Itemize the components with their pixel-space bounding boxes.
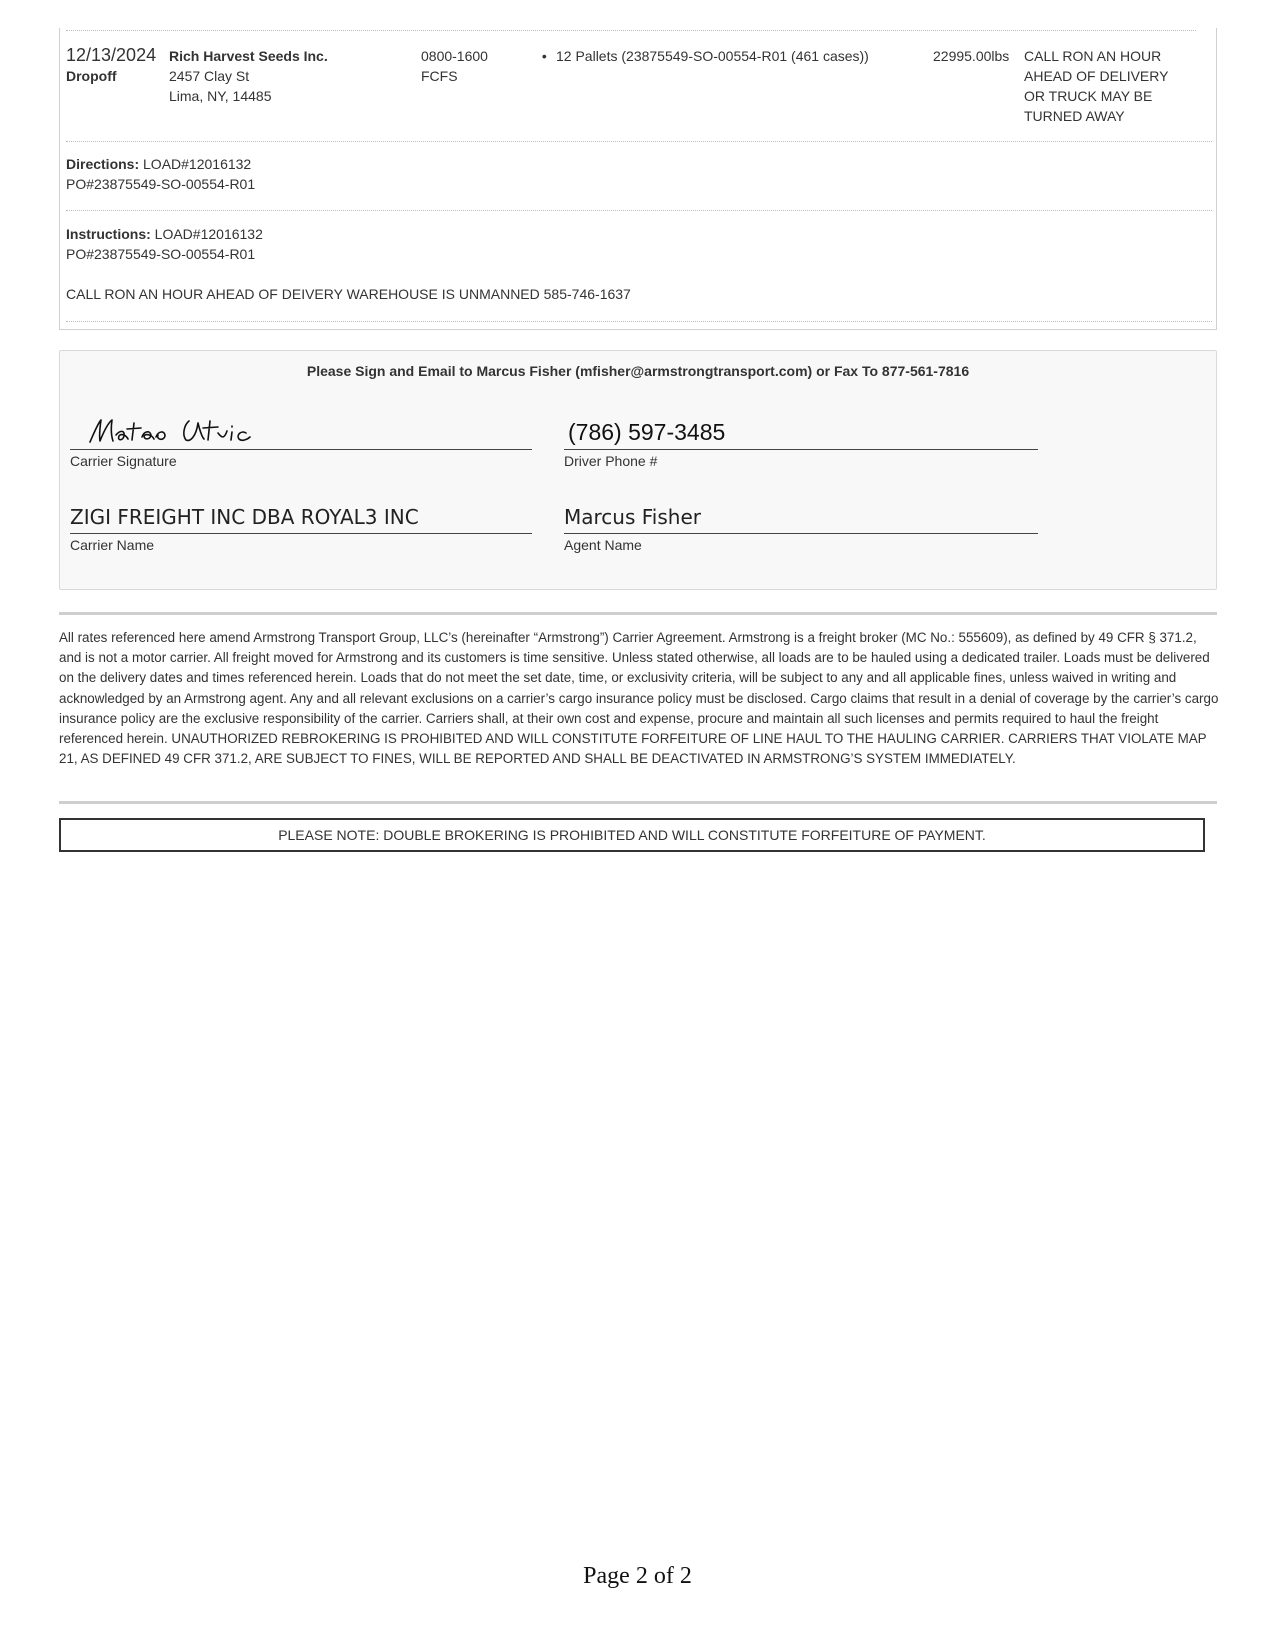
legal-terms: All rates referenced here amend Armstrong Transport Group, LLC’s (hereinafter “Armstrong”) Carrier Agreement. Armstrong is a freight broker (MC No.: 555609), as defined by 49 CFR § 371.2, and is not a motor carrier. All freight moved for Armstrong and its customers is time sensitive. Unless stated otherwise, all loads are to be hauled using a dedicated trailer. Loads must be delivered on the delivery dates and times referenced herein. Loads that do not meet the set date, time, or exclusivity criteria, will be subject to any and all applicable fines, unless waived in writing and acknowledged by an Armstrong agent. Any and all relevant exclusions on a carrier’s cargo insurance policy must be disclosed. Cargo claims that result in a denial of coverage by the carrier’s cargo insurance policy are the exclusive responsibility of the carrier. Carriers shall, at their own cost and expense, procure and maintain all such licenses and permits required to haul the freight referenced herein. UNAUTHORIZED REBROKERING IS PROHIBITED AND WILL CONSTITUTE FORFEITURE OF LINE HAUL TO THE HAULING CARRIER. CARRIERS THAT VIOLATE MAP 21, AS DEFINED 49 CFR 371.2, ARE SUBJECT TO FINES, WILL BE REPORTED AND SHALL BE DEACTIVATED IN ARMSTRONG’S SYSTEM IMMEDIATELY.: [59, 630, 1219, 767]
carrier-name-value: ZIGI FREIGHT INC DBA ROYAL3 INC: [70, 505, 419, 529]
divider: [59, 612, 1217, 615]
directions-label: Directions:: [66, 156, 140, 172]
stop-street: 2457 Clay St: [169, 68, 250, 84]
stop-appointment: FCFS: [421, 68, 458, 84]
divider: [59, 801, 1217, 804]
double-brokering-note: PLEASE NOTE: DOUBLE BROKERING IS PROHIBITED AND WILL CONSTITUTE FORFEITURE OF PAYMENT.: [59, 818, 1205, 852]
divider: [66, 141, 1212, 142]
signature-line: [564, 449, 1038, 450]
divider: [66, 321, 1212, 322]
divider: [66, 30, 1196, 31]
signature-box: [59, 350, 1217, 590]
instructions-label: Instructions:: [66, 226, 151, 242]
stop-items: [538, 46, 869, 66]
stop-company: Rich Harvest Seeds Inc.: [169, 48, 328, 64]
stop-details-box: [59, 28, 1217, 330]
signature-header: Please Sign and Email to Marcus Fisher (mfisher@armstrongtransport.com) or Fax To 877-561-7816: [306, 363, 970, 379]
carrier-signature-label: Carrier Signature: [70, 453, 177, 469]
note-line: OR TRUCK MAY BE: [1024, 88, 1153, 104]
item-text: 12 Pallets (23875549-SO-00554-R01 (461 cases)): [556, 48, 869, 64]
instructions-line3: CALL RON AN HOUR AHEAD OF DEIVERY WAREHOUSE IS UNMANNED 585-746-1637: [66, 286, 631, 302]
stop-date: 12/13/2024: [66, 45, 157, 65]
stop-hours: [421, 46, 488, 86]
note-line: CALL RON AN HOUR: [1024, 48, 1162, 64]
list-item: • 12 Pallets (23875549-SO-00554-R01 (461 cases)): [538, 48, 869, 64]
instructions-line1: LOAD#12016132: [154, 226, 263, 242]
stop-hours-range: 0800-1600: [421, 48, 488, 64]
carrier-name-label: Carrier Name: [70, 537, 155, 553]
carrier-signature-image: [86, 415, 286, 445]
signature-line: [70, 449, 532, 450]
signature-line: [564, 533, 1038, 534]
divider: [66, 210, 1212, 211]
directions-line2: PO#23875549-SO-00554-R01: [66, 176, 256, 192]
note-line: TURNED AWAY: [1024, 108, 1125, 124]
note-line: AHEAD OF DELIVERY: [1024, 68, 1169, 84]
driver-phone-label: Driver Phone #: [564, 453, 658, 469]
directions-line1: LOAD#12016132: [143, 156, 252, 172]
page-number: Page 2 of 2: [583, 1563, 692, 1589]
instructions-block: [66, 224, 631, 304]
stop-address: [169, 46, 328, 106]
signature-line: [70, 533, 532, 534]
stop-notes: [1024, 46, 1184, 126]
directions-block: [66, 154, 255, 194]
stop-weight: 22995.00lbs: [933, 48, 1010, 64]
agent-name-value: Marcus Fisher: [564, 505, 701, 529]
driver-phone-value: (786) 597-3485: [568, 419, 726, 445]
stop-city: Lima, NY, 14485: [169, 88, 272, 104]
agent-name-label: Agent Name: [564, 537, 642, 553]
stop-type: Dropoff: [66, 68, 117, 84]
instructions-line2: PO#23875549-SO-00554-R01: [66, 246, 256, 262]
